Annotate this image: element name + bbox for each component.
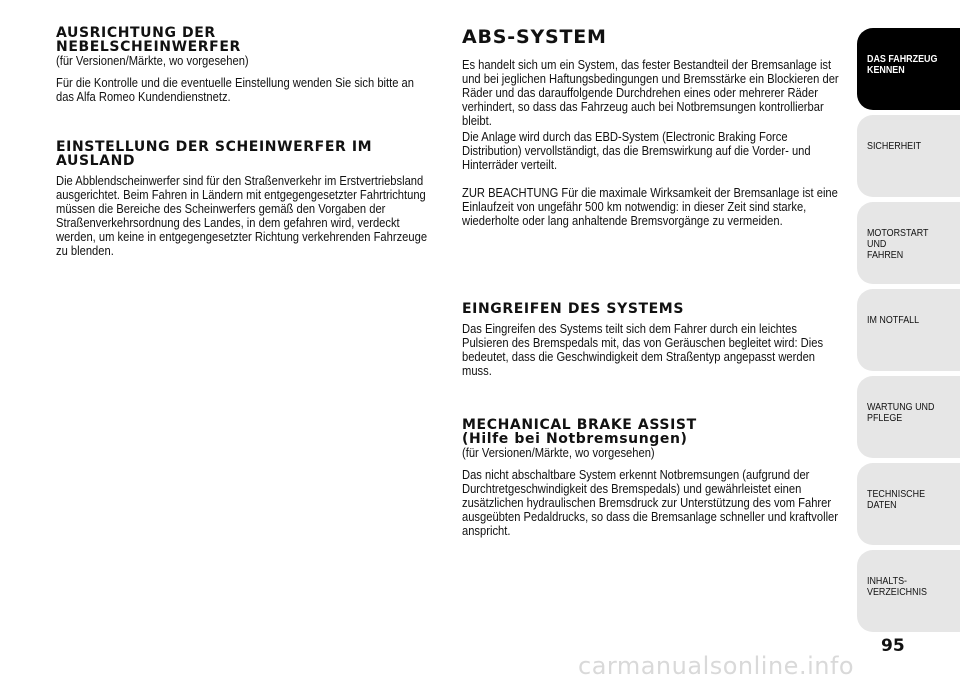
abs-paragraph-3: ZUR BEACHTUNG Für die maximale Wirksamkeit der Bremsanlage ist eine Einlaufzeit von ungefähr 500 km notwendig: in dieser Zeit sind starke, wiederholte oder lang anhaltende Bremsvorgänge zu vermeiden. xyxy=(462,185,838,228)
tab-im-notfall[interactable] xyxy=(857,289,960,371)
tab-das-fahrzeug-kennen[interactable] xyxy=(857,28,960,110)
mba-section xyxy=(462,418,846,546)
tab-label-line2: FAHREN xyxy=(867,249,904,261)
abs-title: ABS-SYSTEM xyxy=(462,26,607,48)
eingreifen-section xyxy=(462,302,846,386)
watermark: carmanualsonline.info xyxy=(578,652,855,680)
section-headlights-abroad xyxy=(56,140,436,266)
eingreifen-text: Das Eingreifen des Systems teilt sich dem Fahrer durch ein leichtes Pulsieren des Bremspedals mit, das von Geräuschen begleitet wird: Dies bedeutet, dass die Geschwindigkeit dem Straßentyp angepasst werden muss. xyxy=(462,321,824,378)
section-title-line2: AUSLAND xyxy=(56,153,136,169)
tab-label-line1: WARTUNG UND xyxy=(867,401,935,413)
tab-label-line2: PFLEGE xyxy=(867,412,903,424)
section-note: (für Versionen/Märkte, wo vorgesehen) xyxy=(56,53,249,68)
mba-title-line2: (Hilfe bei Notbremsungen) xyxy=(462,431,688,447)
mba-title-line1: MECHANICAL BRAKE ASSIST xyxy=(462,417,697,433)
tab-label-line1: SICHERHEIT xyxy=(867,140,922,152)
chapter-tabs xyxy=(857,28,960,637)
tab-label-line1: TECHNISCHE DATEN xyxy=(867,488,926,511)
abs-section xyxy=(462,58,846,236)
tab-label-line1: MOTORSTART UND xyxy=(867,227,929,250)
tab-label-line1: IM NOTFALL xyxy=(867,314,920,326)
section-title-line1: EINSTELLUNG DER SCHEINWERFER IM xyxy=(56,139,373,155)
tab-label-line2: KENNEN xyxy=(867,64,905,76)
section-fog-lights xyxy=(56,26,436,112)
tab-technische-daten[interactable] xyxy=(857,463,960,545)
tab-sicherheit[interactable] xyxy=(857,115,960,197)
section-text: Für die Kontrolle und die eventuelle Einstellung wenden Sie sich bitte an das Alfa Romeo Kundendienstnetz. xyxy=(56,75,415,104)
abs-paragraph-1: Es handelt sich um ein System, das fester Bestandteil der Bremsanlage ist und bei jeglichen Haftungsbedingungen und Bremsstärke ein Blockieren der Räder und das darauffolgende Durchdrehen eines oder mehrerer Räder verhindert, so dass das Fahrzeug auch bei Notbremsungen kontrollierbar bleibt. xyxy=(462,57,839,128)
section-title-line2: NEBELSCHEINWERFER xyxy=(56,39,241,55)
tab-label-line2: VERZEICHNIS xyxy=(867,586,928,598)
tab-wartung-und-pflege[interactable] xyxy=(857,376,960,458)
tab-inhaltsverzeichnis[interactable] xyxy=(857,550,960,632)
section-text: Die Abblendscheinwerfer sind für den Straßenverkehr im Erstvertriebsland ausgerichtet. Beim Fahren in Ländern mit entgegengesetzter Fahrtrichtung müssen die Bereiche des Scheinwerfers gemäß den Vorgaben der Straßenverkehrsordnung des Landes, in dem gefahren wird, verdeckt werden, um keine in entgegengesetzter Richtung verkehrenden Fahrzeuge zu blenden. xyxy=(56,173,428,258)
tab-label-line1: DAS FAHRZEUG xyxy=(867,53,938,65)
abs-paragraph-2: Die Anlage wird durch das EBD-System (Electronic Braking Force Distribution) vervollständigt, das die Bremswirkung auf die Vorder- und Hinterräder verteilt. xyxy=(462,129,811,172)
eingreifen-title: EINGREIFEN DES SYSTEMS xyxy=(462,301,685,317)
section-title-line1: AUSRICHTUNG DER xyxy=(56,25,216,41)
tab-label-line1: INHALTS- xyxy=(867,575,908,587)
page-number: 95 xyxy=(881,636,905,656)
mba-text: Das nicht abschaltbare System erkennt Notbremsungen (aufgrund der Durchtretgeschwindigkeit des Bremspedals) und gewährleistet einen zusätzlichen hydraulischen Bremsdruck zur Unterstützung des vom Fahrer ausgeübten Pedaldrucks, so dass die Bremsanlage schneller und kraftvoller anspricht. xyxy=(462,467,838,538)
tab-motorstart-und-fahren[interactable] xyxy=(857,202,960,284)
mba-note: (für Versionen/Märkte, wo vorgesehen) xyxy=(462,445,655,460)
